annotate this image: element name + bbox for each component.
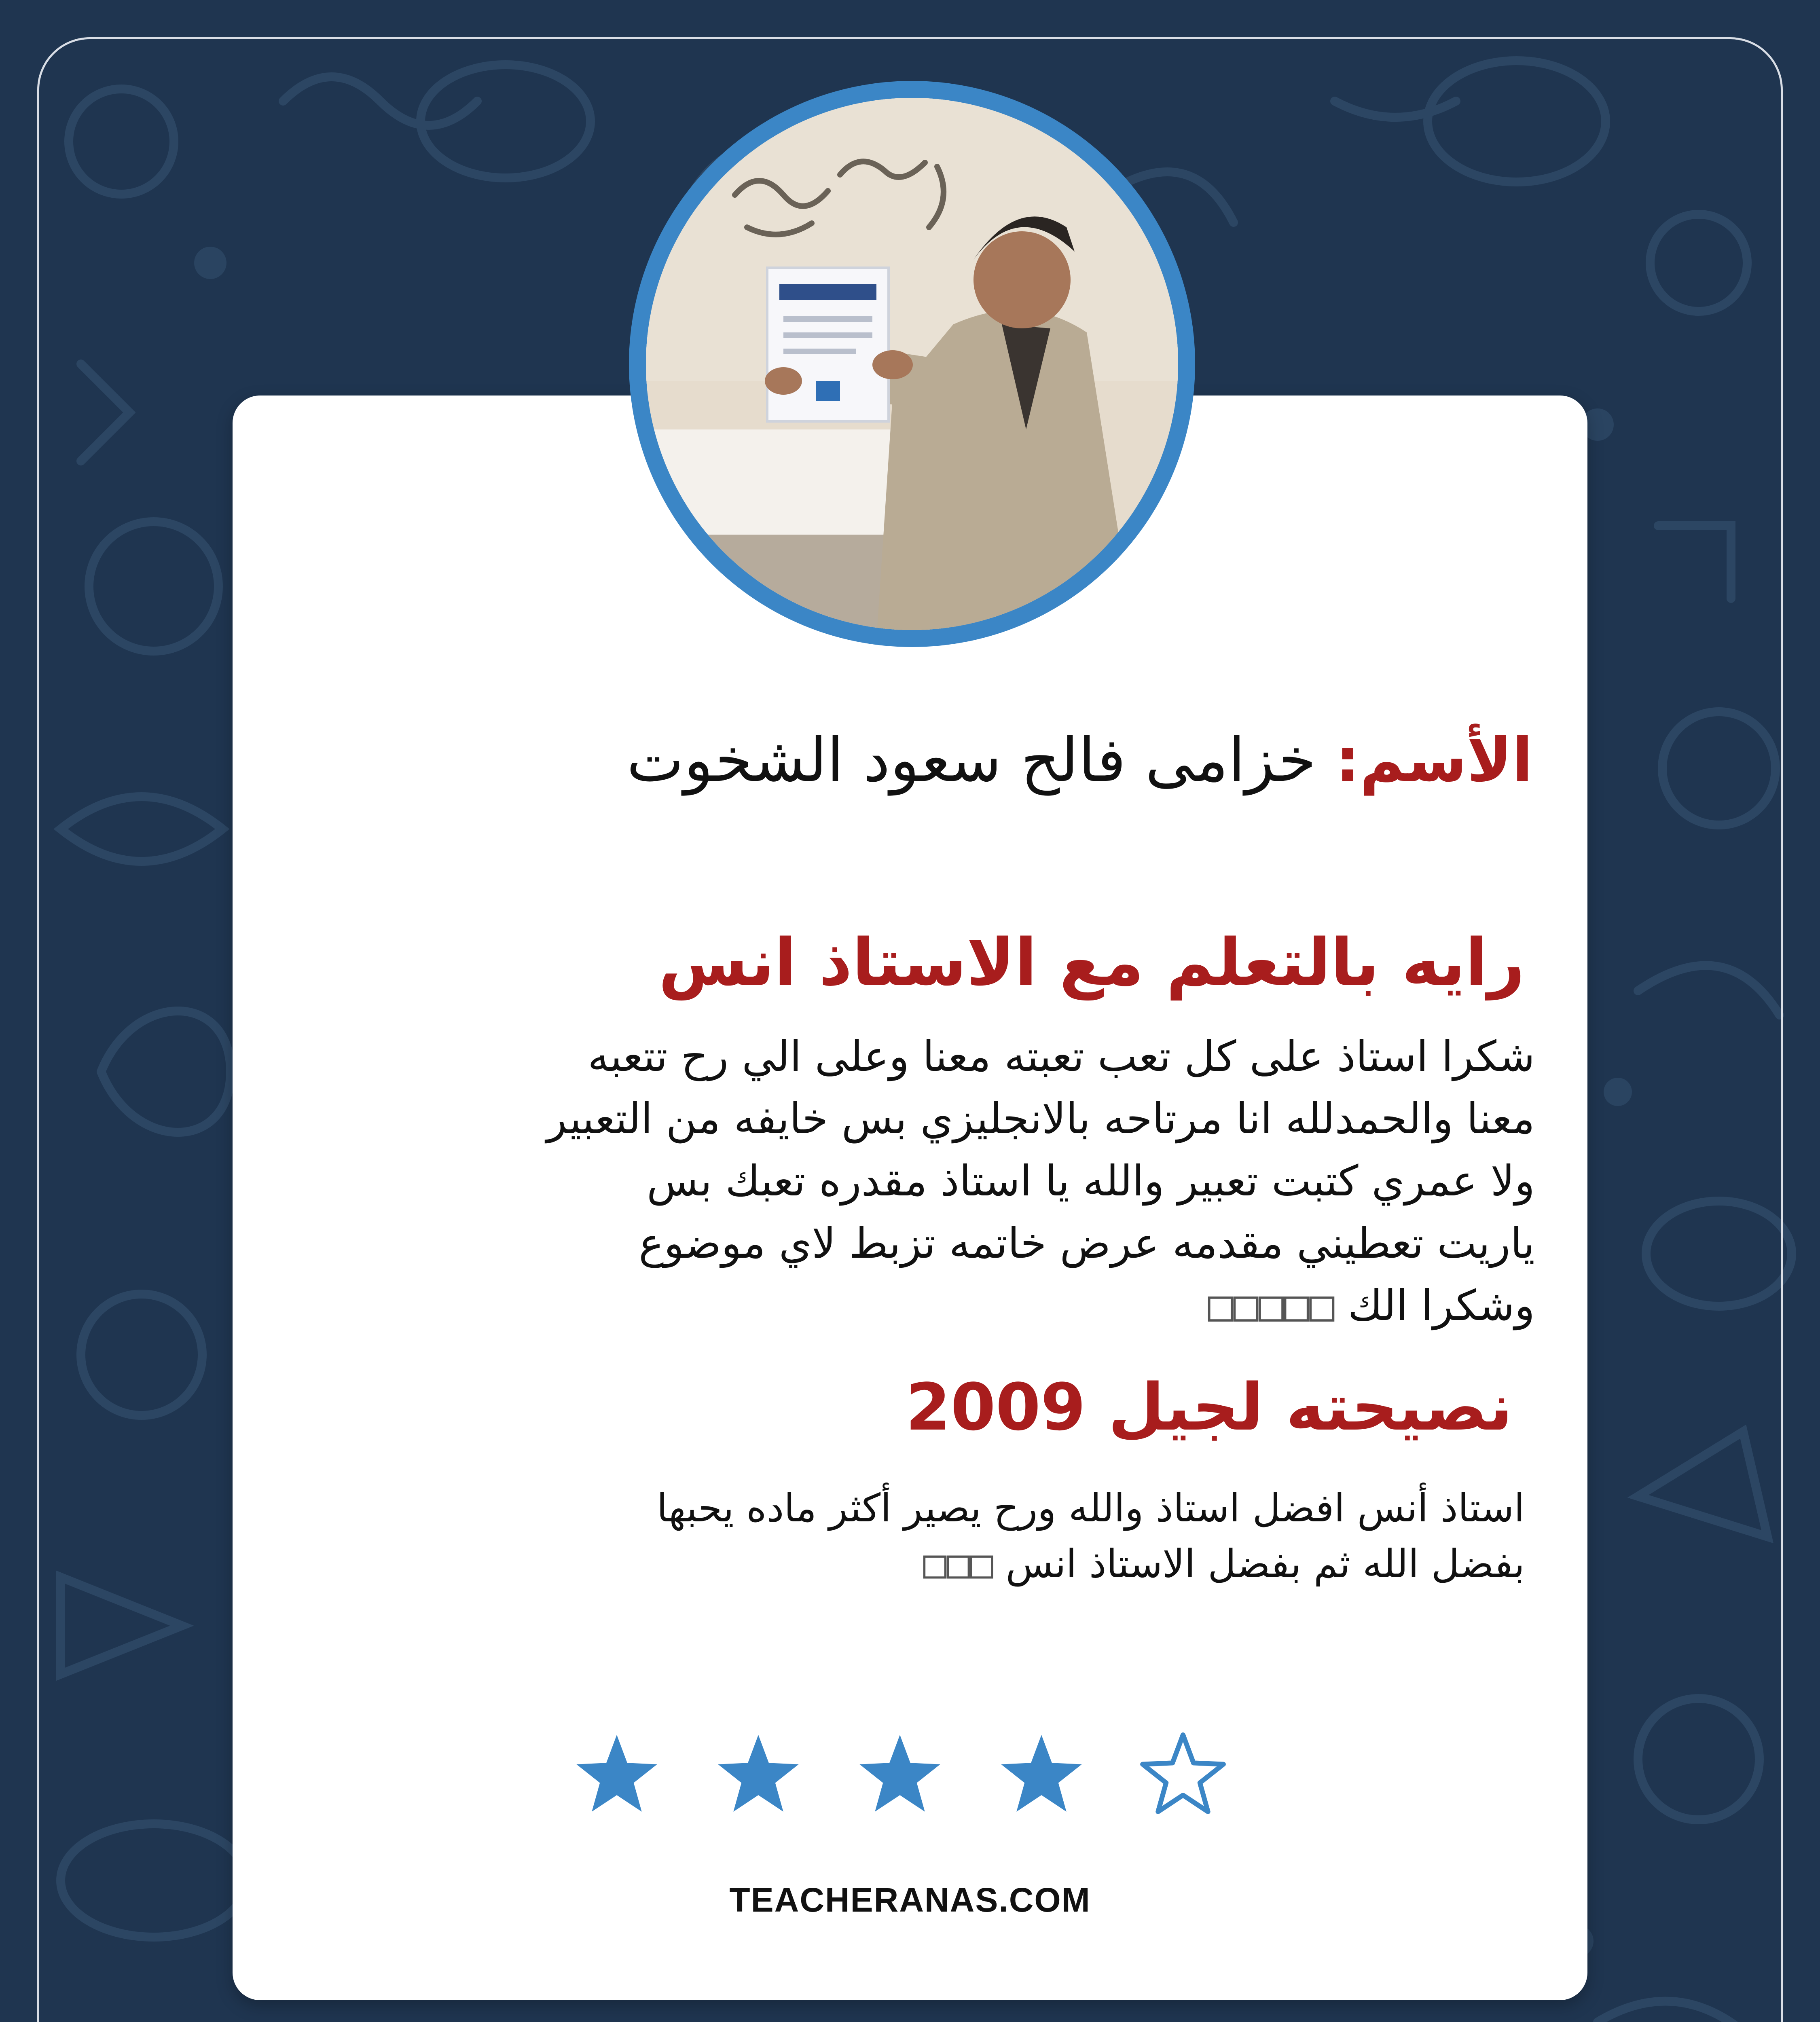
opinion-line: معنا والحمدلله انا مرتاحه بالانجليزي بس خايفه من التعبير — [546, 1094, 1535, 1143]
student-name-row — [627, 716, 1533, 805]
student-holding-certificate-photo — [646, 98, 1178, 630]
star-outline-icon — [1143, 1735, 1223, 1812]
advice-closing-text: بفضل الله ثم بفضل الاستاذ انس — [1005, 1541, 1525, 1586]
advice-line: استاذ أنس افضل استاذ والله ورح يصير أكثر ماده يحبها — [656, 1485, 1525, 1531]
opinion-line: شكرا استاذ على كل تعب تعبته معنا وعلى الي رح تتعبه — [588, 1032, 1535, 1081]
opinion-line: ياريت تعطيني مقدمه عرض خاتمه تزبط لاي موضوع — [639, 1218, 1535, 1268]
website-url: TEACHERANAS.COM — [729, 1881, 1091, 1919]
star-filled-icon — [718, 1735, 799, 1812]
missing-emoji-glyphs: □□□□□ — [1208, 1281, 1335, 1330]
star-rating — [574, 1731, 1262, 1824]
opinion-heading: رايه بالتعلم مع الاستاذ انس — [658, 924, 1525, 1000]
student-name: خزامى فالح سعود الشخوت — [626, 725, 1316, 795]
avatar — [646, 98, 1178, 630]
advice-text — [352, 1480, 1525, 1592]
opinion-line-last — [261, 1274, 1535, 1337]
star-filled-icon — [576, 1735, 657, 1812]
advice-line-last — [352, 1536, 1525, 1592]
missing-emoji-glyphs: □□□ — [923, 1541, 994, 1586]
star-filled-icon — [1001, 1735, 1082, 1812]
opinion-line: ولا عمري كتبت تعبير والله يا استاذ مقدره تعبك بس — [646, 1156, 1535, 1206]
opinion-text — [261, 1025, 1535, 1337]
advice-heading: نصيحته لجيل 2009 — [906, 1369, 1513, 1445]
opinion-closing-text: وشكرا الك — [1348, 1281, 1535, 1330]
star-filled-icon — [859, 1735, 940, 1812]
name-label: الأسم: — [1335, 725, 1533, 795]
